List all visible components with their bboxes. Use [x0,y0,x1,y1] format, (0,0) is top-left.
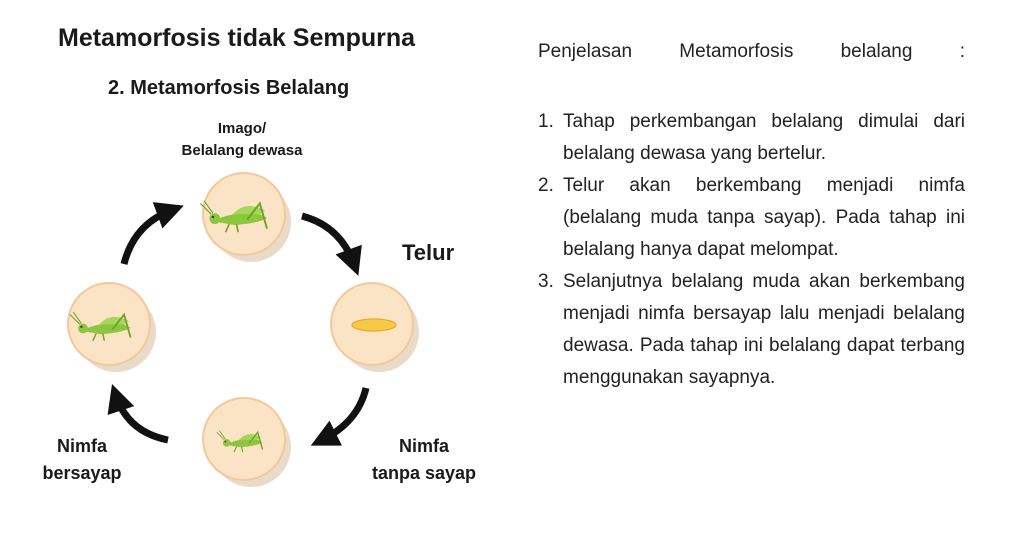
label-nimfa-tanpa-sayap [356,433,492,487]
label-nimfa-tanpa-line1: Nimfa [398,436,449,456]
label-nimfa-bersayap [22,433,142,487]
step-number: 2. [538,175,554,196]
step-text: Telur akan berkembang menjadi nimfa (belalang muda tanpa sayap). Pada tahap ini belalang hanya dapat melompat. [563,175,965,260]
label-telur: Telur [402,240,455,265]
intro-word: belalang [840,41,913,62]
label-nimfa-bersayap-line1: Nimfa [56,436,107,456]
arrow-bersayap-to-imago [124,210,172,264]
step-number: 1. [538,111,554,132]
intro-word: Metamorfosis [679,41,794,62]
intro-word: : [959,41,965,62]
step-number: 3. [538,271,554,292]
explanation-steps [538,106,965,394]
stage-imago [200,173,291,262]
label-imago-line1: Imago/ [217,120,267,137]
list-item [538,106,965,170]
step-text: Selanjutnya belalang muda akan berkembang menjadi nimfa bersayap lalu menjadi belalang dewasa. Pada tahap ini belalang dapat terbang menggunakan sayapnya. [563,271,965,388]
stage-nimfa-tanpa-sayap [203,398,291,487]
label-imago-line2: Belalang dewasa [181,142,303,159]
list-item [538,170,965,266]
stage-nimfa-bersayap [68,283,156,372]
diagram-subtitle: 2. Metamorfosis Belalang [108,77,350,99]
explanation-intro [538,36,965,68]
label-nimfa-tanpa-line2: tanpa sayap [371,463,477,483]
label-imago [162,118,322,162]
egg-icon [352,319,396,331]
arrow-imago-to-telur [302,216,354,264]
intro-word: Penjelasan [538,41,633,62]
stage-telur [331,283,419,372]
explanation-panel [538,36,965,394]
step-text: Tahap perkembangan belalang dimulai dari belalang dewasa yang bertelur. [563,111,965,164]
diagram-title: Metamorfosis tidak Sempurna [58,24,416,52]
label-nimfa-bersayap-line2: bersayap [42,463,122,483]
list-item [538,266,965,394]
